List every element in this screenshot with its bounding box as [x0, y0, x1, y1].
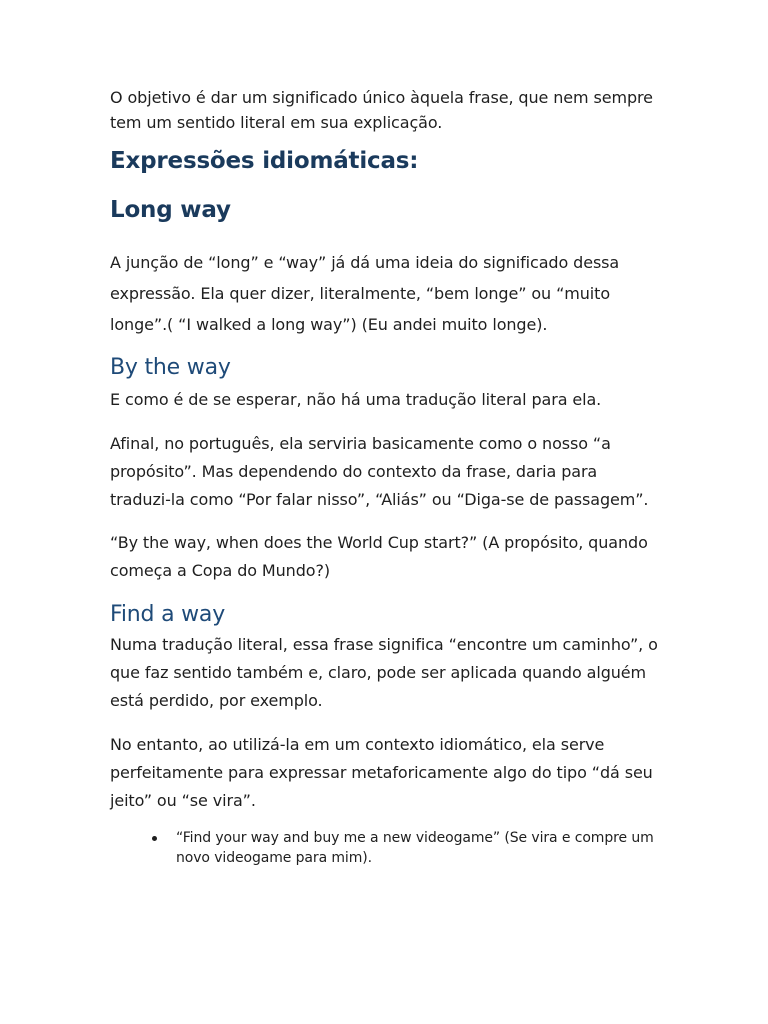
find-a-way-paragraph-2: No entanto, ao utilizá-la em um contexto idiomático, ela serve perfeitamente para expressar metaforicamente algo do tipo “dá seu jeito” ou “se vira”. [110, 735, 653, 810]
by-the-way-paragraph-1: E como é de se esperar, não há uma tradução literal para ela. [110, 390, 602, 409]
find-a-way-bullet-list [110, 828, 660, 868]
intro-paragraph: O objetivo é dar um significado único àquela frase, que nem sempre tem um sentido literal em sua explicação. [110, 88, 653, 132]
find-a-way-paragraph-1: Numa tradução literal, essa frase significa “encontre um caminho”, o que faz sentido também e, claro, pode ser aplicada quando alguém está perdido, por exemplo. [110, 635, 658, 710]
bullet-icon [152, 836, 157, 841]
list-item-text: “Find your way and buy me a new videogame” (Se vira e compre um novo videogame para mim). [176, 830, 654, 866]
find-a-way-heading: Find a way [110, 602, 226, 627]
by-the-way-paragraph-2: Afinal, no português, ela serviria basicamente como o nosso “a propósito”. Mas dependendo do contexto da frase, daria para traduzi-la como “Por falar nisso”, “Aliás” ou “Diga-se de passagem”. [110, 434, 649, 509]
by-the-way-paragraph-3: “By the way, when does the World Cup start?” (A propósito, quando começa a Copa do Mundo?) [110, 533, 648, 580]
list-item [110, 828, 660, 868]
long-way-paragraph: A junção de “long” e “way” já dá uma ideia do significado dessa expressão. Ela quer dizer, literalmente, “bem longe” ou “muito longe”.( “I walked a long way”) (Eu andei muito longe). [110, 253, 620, 334]
long-way-heading: Long way [110, 197, 231, 223]
by-the-way-heading: By the way [110, 355, 231, 380]
section-title: Expressões idiomáticas: [110, 148, 419, 174]
